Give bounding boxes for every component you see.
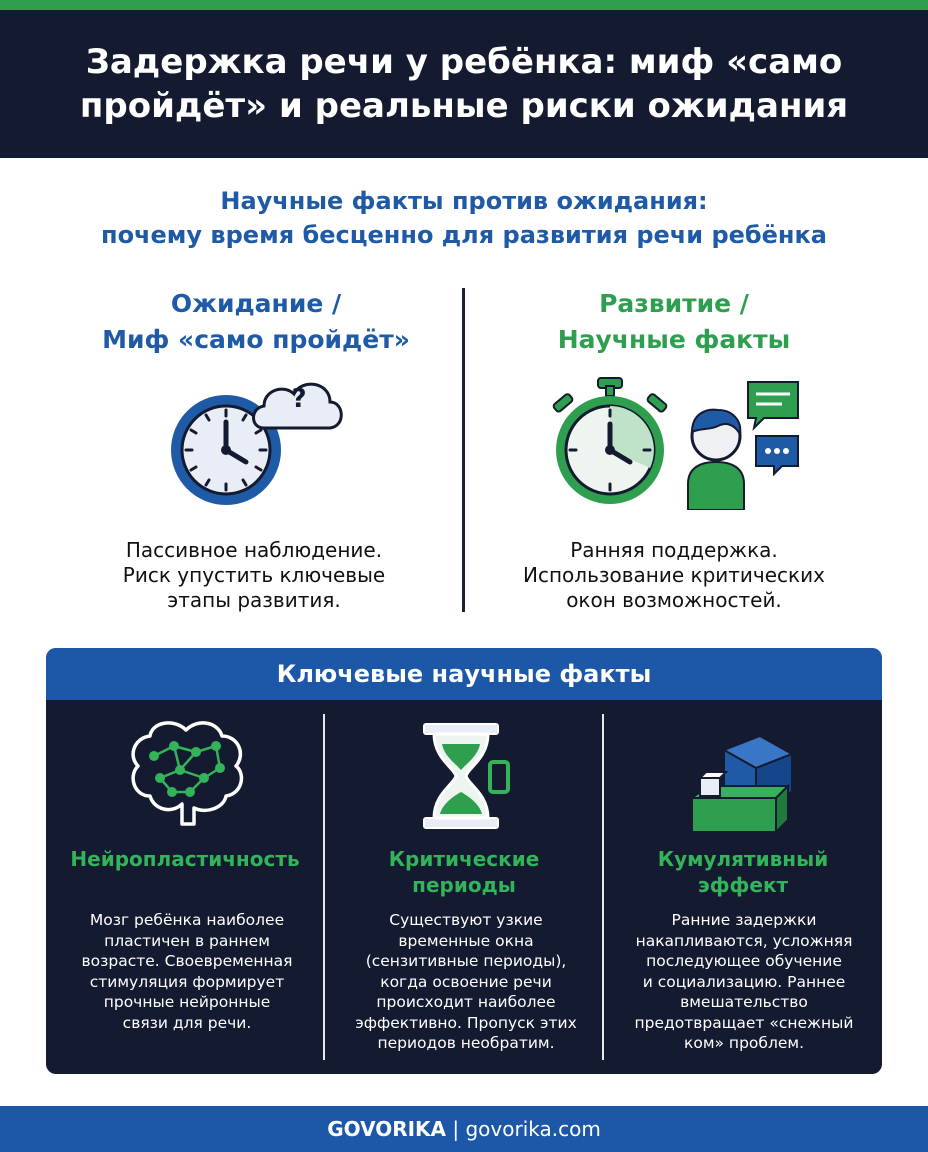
- clock-with-question-cloud-icon: [160, 370, 360, 524]
- fact-3-line: накапливаются, усложняя: [635, 931, 853, 950]
- development-title-line-1: Развитие /: [599, 289, 749, 318]
- column-divider: [462, 288, 465, 612]
- waiting-column-title: [76, 286, 436, 358]
- key-facts-heading: Ключевые научные факты: [276, 660, 652, 688]
- fact-2-line: (сензитивные периоды),: [365, 952, 567, 970]
- fact-1-line: прочные нейронные: [103, 993, 271, 1011]
- footer-site-link[interactable]: govorika.com: [465, 1117, 601, 1141]
- fact-1-line: возрасте. Своевременная: [81, 952, 293, 970]
- fact-3-title-line-1: Кумулятивный: [657, 847, 829, 871]
- page-footer: [0, 1106, 928, 1152]
- fact-3-line: последующее обучение: [646, 952, 842, 970]
- fact-1-line: стимуляция формирует: [89, 972, 285, 991]
- fact-3-line: и социализацию. Раннее: [642, 972, 846, 991]
- page-header: [0, 10, 928, 158]
- development-column-title: [494, 286, 854, 358]
- development-title-line-2: Научные факты: [557, 325, 791, 354]
- fact-1-line: связи для речи.: [122, 1013, 252, 1032]
- waiting-title-line-1: Ожидание /: [170, 289, 342, 318]
- fact-2-line: происходит наиболее: [376, 993, 556, 1011]
- subtitle-line-2: почему время бесценно для развития речи ребёнка: [100, 221, 827, 249]
- fact-1-line: Мозг ребёнка наиболее: [89, 911, 285, 929]
- fact-1-line: пластичен в раннем: [104, 931, 270, 950]
- facts-divider-1: [323, 714, 325, 1060]
- footer-brand: GOVORIKA: [327, 1117, 447, 1141]
- stacked-blocks-icon: [688, 720, 806, 838]
- fact-2-line: Существуют узкие: [389, 911, 543, 929]
- facts-divider-2: [602, 714, 604, 1060]
- development-desc-line-1: Ранняя поддержка.: [570, 538, 778, 562]
- question-mark-symbol: ?: [291, 384, 307, 414]
- fact-title-cumulative-effect: [608, 846, 878, 898]
- fact-text-cumulative-effect: [609, 910, 879, 1054]
- key-facts-panel: [46, 648, 882, 1074]
- fact-2-title-line-1: Критические: [388, 847, 540, 871]
- fact-2-line: периодов необратим.: [377, 1034, 555, 1052]
- waiting-desc-line-1: Пассивное наблюдение.: [125, 538, 383, 562]
- subtitle-line-1: Научные факты против ожидания:: [220, 187, 708, 215]
- fact-3-title-line-2: эффект: [697, 873, 789, 897]
- waiting-desc-line-2: Риск упустить ключевые: [122, 563, 386, 587]
- development-desc-line-2: Использование критических: [523, 563, 825, 587]
- fact-3-line: ком» проблем.: [683, 1034, 805, 1052]
- development-desc-line-3: окон возможностей.: [566, 588, 782, 612]
- top-accent-bar: [0, 0, 928, 10]
- section-subtitle: [40, 184, 888, 252]
- stopwatch-and-child-speaking-icon: [550, 374, 810, 514]
- fact-2-line: эффективно. Пропуск этих: [355, 1013, 577, 1032]
- fact-2-line: когда освоение речи: [380, 972, 552, 991]
- fact-1-title: Нейропластичность: [70, 847, 300, 871]
- waiting-desc-line-3: этапы развития.: [167, 588, 341, 612]
- fact-3-line: вмешательство: [680, 993, 808, 1011]
- fact-2-title-line-2: периоды: [412, 873, 516, 897]
- page-title: Задержка речи у ребёнка: миф «само пройдёт» и реальные риски ожидания: [79, 42, 849, 126]
- fact-text-neuroplasticity: [52, 910, 322, 1033]
- fact-3-line: Ранние задержки: [671, 911, 817, 929]
- brain-network-icon: [124, 716, 248, 832]
- waiting-title-line-2: Миф «само пройдёт»: [102, 325, 410, 354]
- fact-3-line: предотвращает «снежный: [634, 1013, 854, 1032]
- fact-2-line: временные окна: [398, 931, 534, 950]
- fact-title-critical-periods: [329, 846, 599, 898]
- footer-separator: |: [446, 1117, 466, 1141]
- waiting-description: [74, 538, 434, 613]
- development-description: [494, 538, 854, 613]
- fact-text-critical-periods: [331, 910, 601, 1054]
- hourglass-icon: [420, 722, 516, 836]
- key-facts-header: [46, 648, 882, 700]
- fact-title-neuroplasticity: [50, 846, 320, 872]
